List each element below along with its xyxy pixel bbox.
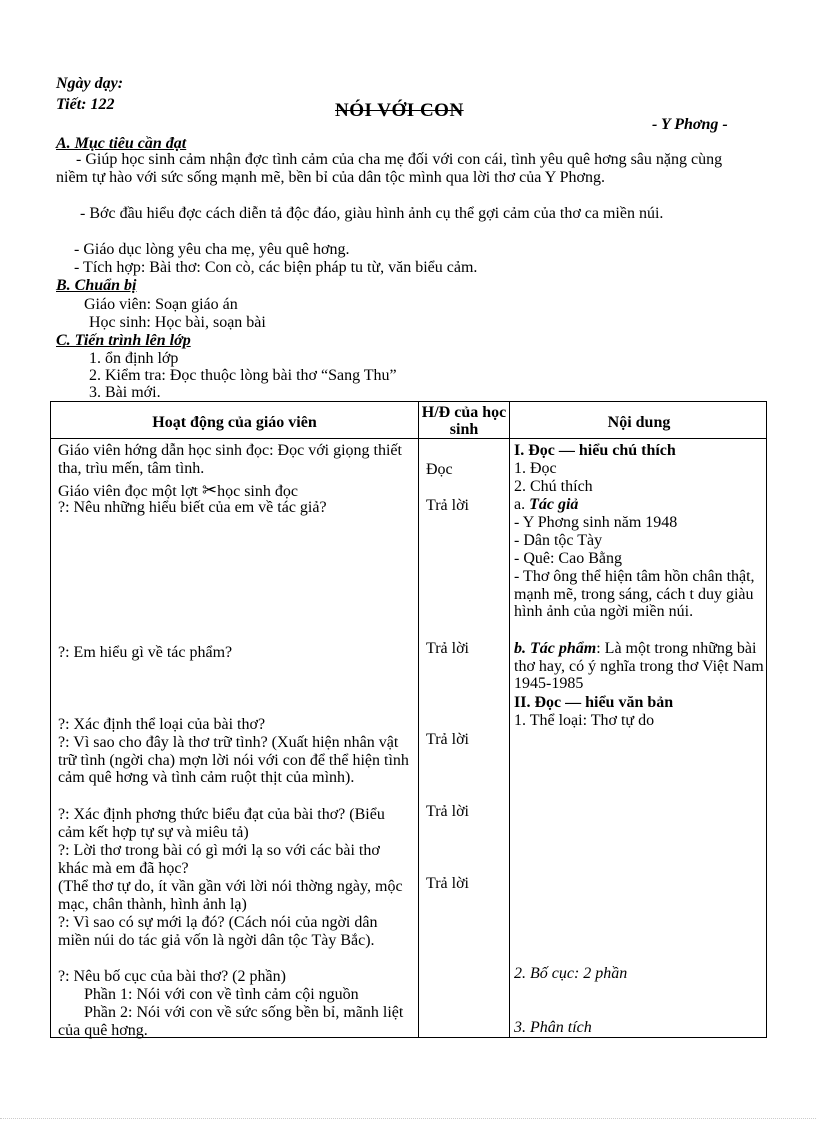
col-header-content: Nội dung bbox=[607, 414, 671, 431]
content-analysis: 3. Phân tích bbox=[514, 1019, 592, 1036]
question-reason: ?: Vì sao có sự mới lạ đó? (Cách nói của ngời dân miền núi do tác giả vốn là ngời dân tộc Tày Bắc). bbox=[58, 914, 378, 949]
content-work bbox=[514, 640, 764, 693]
question-structure: ?: Nêu bố cục của bài thơ? (2 phần) bbox=[58, 968, 286, 985]
student-response: Trả lời bbox=[426, 640, 469, 657]
date-label: Ngày dạy: bbox=[56, 75, 124, 92]
content-structure: 2. Bố cục: 2 phần bbox=[514, 965, 628, 982]
lesson-table bbox=[50, 401, 767, 1038]
content-author-title: Tác giả bbox=[529, 496, 579, 513]
question-lyric: ?: Vì sao cho đây là thơ trữ tình? (Xuất hiện nhân vật trữ tình (ngời cha) mợn lời nói với con để thể hiện tình cảm quê hơng và tình cảm ruột thịt của mình). bbox=[58, 734, 409, 786]
teacher-step-2-text: Giáo viên đọc một lợt bbox=[58, 483, 202, 500]
period-label: Tiết: 122 bbox=[56, 96, 115, 113]
scissors-icon: ✂ bbox=[202, 480, 218, 500]
objective-3: - Giáo dục lòng yêu cha mẹ, yêu quê hơng. bbox=[74, 241, 350, 258]
content-heading-1: I. Đọc — hiểu chú thích bbox=[514, 442, 676, 459]
author-style: - Thơ ông thể hiện tâm hồn chân thật, mạnh mẽ, trong sáng, cách t duy giàu hình ảnh của ngời miền núi. bbox=[514, 568, 755, 620]
column-divider bbox=[418, 402, 419, 1037]
objective-2: - Bớc đầu hiểu đợc cách diễn tả độc đáo, giàu hình ảnh cụ thể gợi cảm của thơ ca miền núi. bbox=[80, 205, 664, 222]
content-work-text: : Là một trong những bài thơ hay, có ý nghĩa trong thơ Việt Nam 1945-1985 bbox=[514, 640, 764, 692]
content-read: 1. Đọc bbox=[514, 460, 557, 477]
objective-4: - Tích hợp: Bài thơ: Con cò, các biện pháp tu từ, văn biểu cảm. bbox=[74, 259, 478, 276]
question-novelty: ?: Lời thơ trong bài có gì mới lạ so với các bài thơ khác mà em đã học? bbox=[58, 842, 380, 877]
structure-part-1: Phần 1: Nói với con về tình cảm cội nguồn bbox=[84, 986, 359, 1003]
prep-student: Học sinh: Học bài, soạn bài bbox=[89, 314, 266, 331]
author-birth: - Y Phơng sinh năm 1948 bbox=[514, 514, 678, 531]
section-c-heading: C. Tiến trình lên lớp bbox=[56, 332, 191, 349]
student-response: Đọc bbox=[426, 461, 453, 478]
answer-novelty: (Thể thơ tự do, ít vần gần với lời nói thờng ngày, mộc mạc, chân thành, hình ảnh lạ) bbox=[58, 878, 403, 913]
step-3: 3. Bài mới. bbox=[89, 384, 161, 401]
student-response: Trả lời bbox=[426, 497, 469, 514]
col-header-student: H/Đ của học sinh bbox=[421, 404, 507, 438]
col-header-teacher: Hoạt động của giáo viên bbox=[152, 414, 317, 431]
student-response: Trả lời bbox=[426, 875, 469, 892]
step-2: 2. Kiểm tra: Đọc thuộc lòng bài thơ “Sang Thu” bbox=[89, 367, 397, 384]
content-notes: 2. Chú thích bbox=[514, 478, 593, 495]
question-expression: ?: Xác định phơng thức biểu đạt của bài thơ? (Biểu cảm kết hợp tự sự và miêu tả) bbox=[58, 806, 385, 841]
content-heading-2: II. Đọc — hiểu văn bản bbox=[514, 694, 674, 711]
step-1: 1. ổn định lớp bbox=[89, 350, 179, 367]
section-b-heading: B. Chuẩn bị bbox=[56, 277, 137, 294]
author-ethnicity: - Dân tộc Tày bbox=[514, 532, 603, 549]
page-title: NÓI VỚI CON bbox=[335, 100, 464, 121]
structure-part-2: Phần 2: Nói với con về sức sống bền bỉ, mãnh liệt của quê hơng. bbox=[58, 1004, 404, 1039]
page-footer-divider bbox=[0, 1118, 816, 1119]
content-author-label bbox=[514, 496, 578, 514]
student-response: Trả lời bbox=[426, 803, 469, 820]
content-work-title: b. Tác phẩm bbox=[514, 640, 597, 657]
author-hometown: - Quê: Cao Bằng bbox=[514, 550, 622, 567]
header-divider bbox=[51, 438, 766, 439]
question-genre: ?: Xác định thể loại của bài thơ? bbox=[58, 716, 266, 733]
column-divider bbox=[509, 402, 510, 1037]
teacher-step-2 bbox=[58, 482, 413, 501]
objective-1: - Giúp học sinh cảm nhận đợc tình cảm của cha mẹ đối với con cái, tình yêu quê hơng sâu nặng cùng niềm tự hào với sức sống mạnh mẽ, bền bỉ của dân tộc mình qua lời thơ của Y Phơng. bbox=[56, 151, 723, 186]
student-response: Trả lời bbox=[426, 731, 469, 748]
teacher-step-2-tail: học sinh đọc bbox=[217, 483, 298, 500]
author-name: - Y Phơng - bbox=[652, 116, 728, 133]
question-work: ?: Em hiểu gì về tác phẩm? bbox=[58, 644, 233, 661]
section-a-heading: A. Mục tiêu cần đạt bbox=[56, 135, 187, 152]
teacher-step-1: Giáo viên hớng dẫn học sinh đọc: Đọc với giọng thiết tha, trìu mến, tâm tình. bbox=[58, 442, 402, 477]
content-author-prefix: a. bbox=[514, 496, 530, 513]
content-genre: 1. Thể loại: Thơ tự do bbox=[514, 712, 655, 729]
question-author: ?: Nêu những hiểu biết của em về tác giả? bbox=[58, 499, 327, 516]
prep-teacher: Giáo viên: Soạn giáo án bbox=[84, 296, 238, 313]
